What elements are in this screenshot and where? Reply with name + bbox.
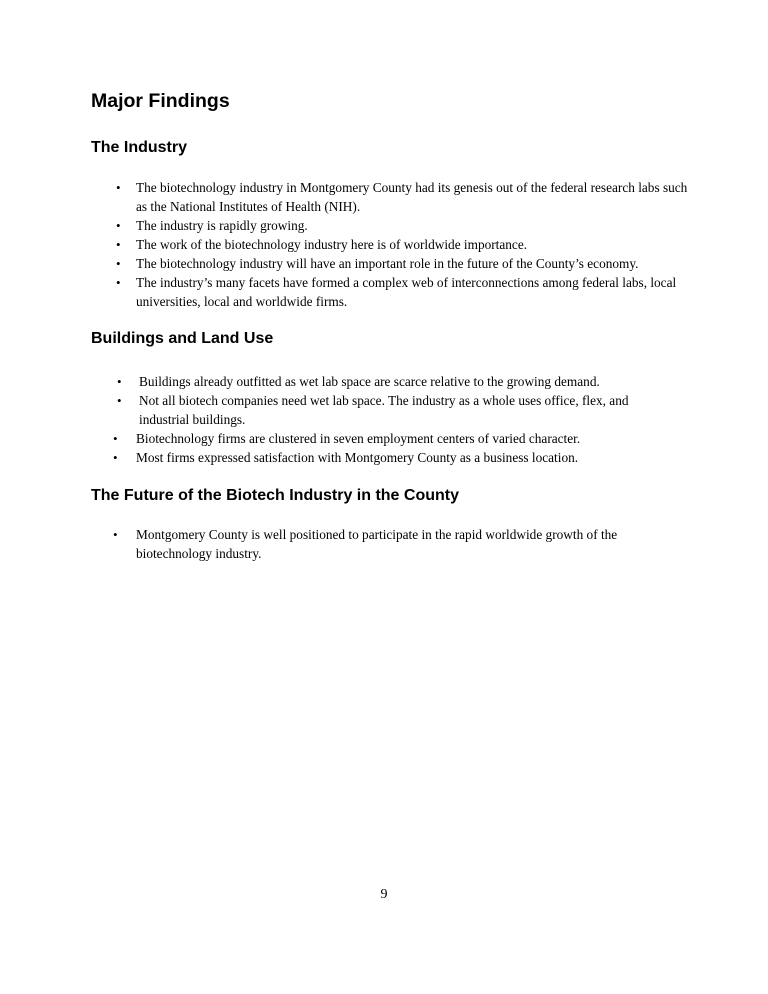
list-item [113, 525, 658, 563]
list-item-text: The biotechnology industry will have an important role in the future of the County’s economy. [136, 256, 639, 271]
list-item [116, 178, 691, 216]
list-item [116, 254, 691, 273]
section-heading-future: The Future of the Biotech Industry in the County [91, 487, 459, 504]
list-item [113, 429, 676, 448]
bullet-icon: • [117, 393, 122, 408]
bullet-icon: • [116, 256, 121, 271]
list-item-text: Montgomery County is well positioned to participate in the rapid worldwide growth of the biotechnology industry. [136, 527, 618, 561]
page-title: Major Findings [91, 90, 230, 112]
bullet-icon: • [113, 431, 118, 446]
list-item-text: The biotechnology industry in Montgomery County had its genesis out of the federal research labs such as the National Institutes of Health (NIH). [136, 180, 688, 214]
section-heading-buildings: Buildings and Land Use [91, 330, 274, 347]
list-item-text: Buildings already outfitted as wet lab space are scarce relative to the growing demand. [139, 374, 600, 389]
industry-findings-list [116, 178, 691, 311]
bullet-icon: • [117, 374, 122, 389]
list-item-text: Not all biotech companies need wet lab space. The industry as a whole uses office, flex, and industrial buildings. [139, 393, 629, 427]
list-item [116, 216, 691, 235]
list-item [116, 372, 676, 391]
page-number: 9 [380, 887, 388, 902]
list-item-text: The industry’s many facets have formed a complex web of interconnections among federal labs, local universities, local and worldwide firms. [136, 275, 677, 309]
list-item-text: Most firms expressed satisfaction with Montgomery County as a business location. [136, 450, 579, 465]
buildings-findings-list [113, 372, 676, 467]
list-item [116, 273, 681, 311]
bullet-icon: • [116, 218, 121, 233]
list-item-text: The work of the biotechnology industry here is of worldwide importance. [136, 237, 528, 252]
bullet-icon: • [113, 450, 118, 465]
bullet-icon: • [116, 237, 121, 252]
bullet-icon: • [116, 275, 121, 290]
section-heading-industry: The Industry [91, 139, 188, 156]
list-item [113, 448, 676, 467]
bullet-icon: • [116, 180, 121, 195]
future-findings-list [113, 525, 658, 563]
list-item-text: The industry is rapidly growing. [136, 218, 308, 233]
bullet-icon: • [113, 527, 118, 542]
list-item-text: Biotechnology firms are clustered in seven employment centers of varied character. [136, 431, 581, 446]
list-item [116, 391, 664, 429]
list-item [116, 235, 691, 254]
